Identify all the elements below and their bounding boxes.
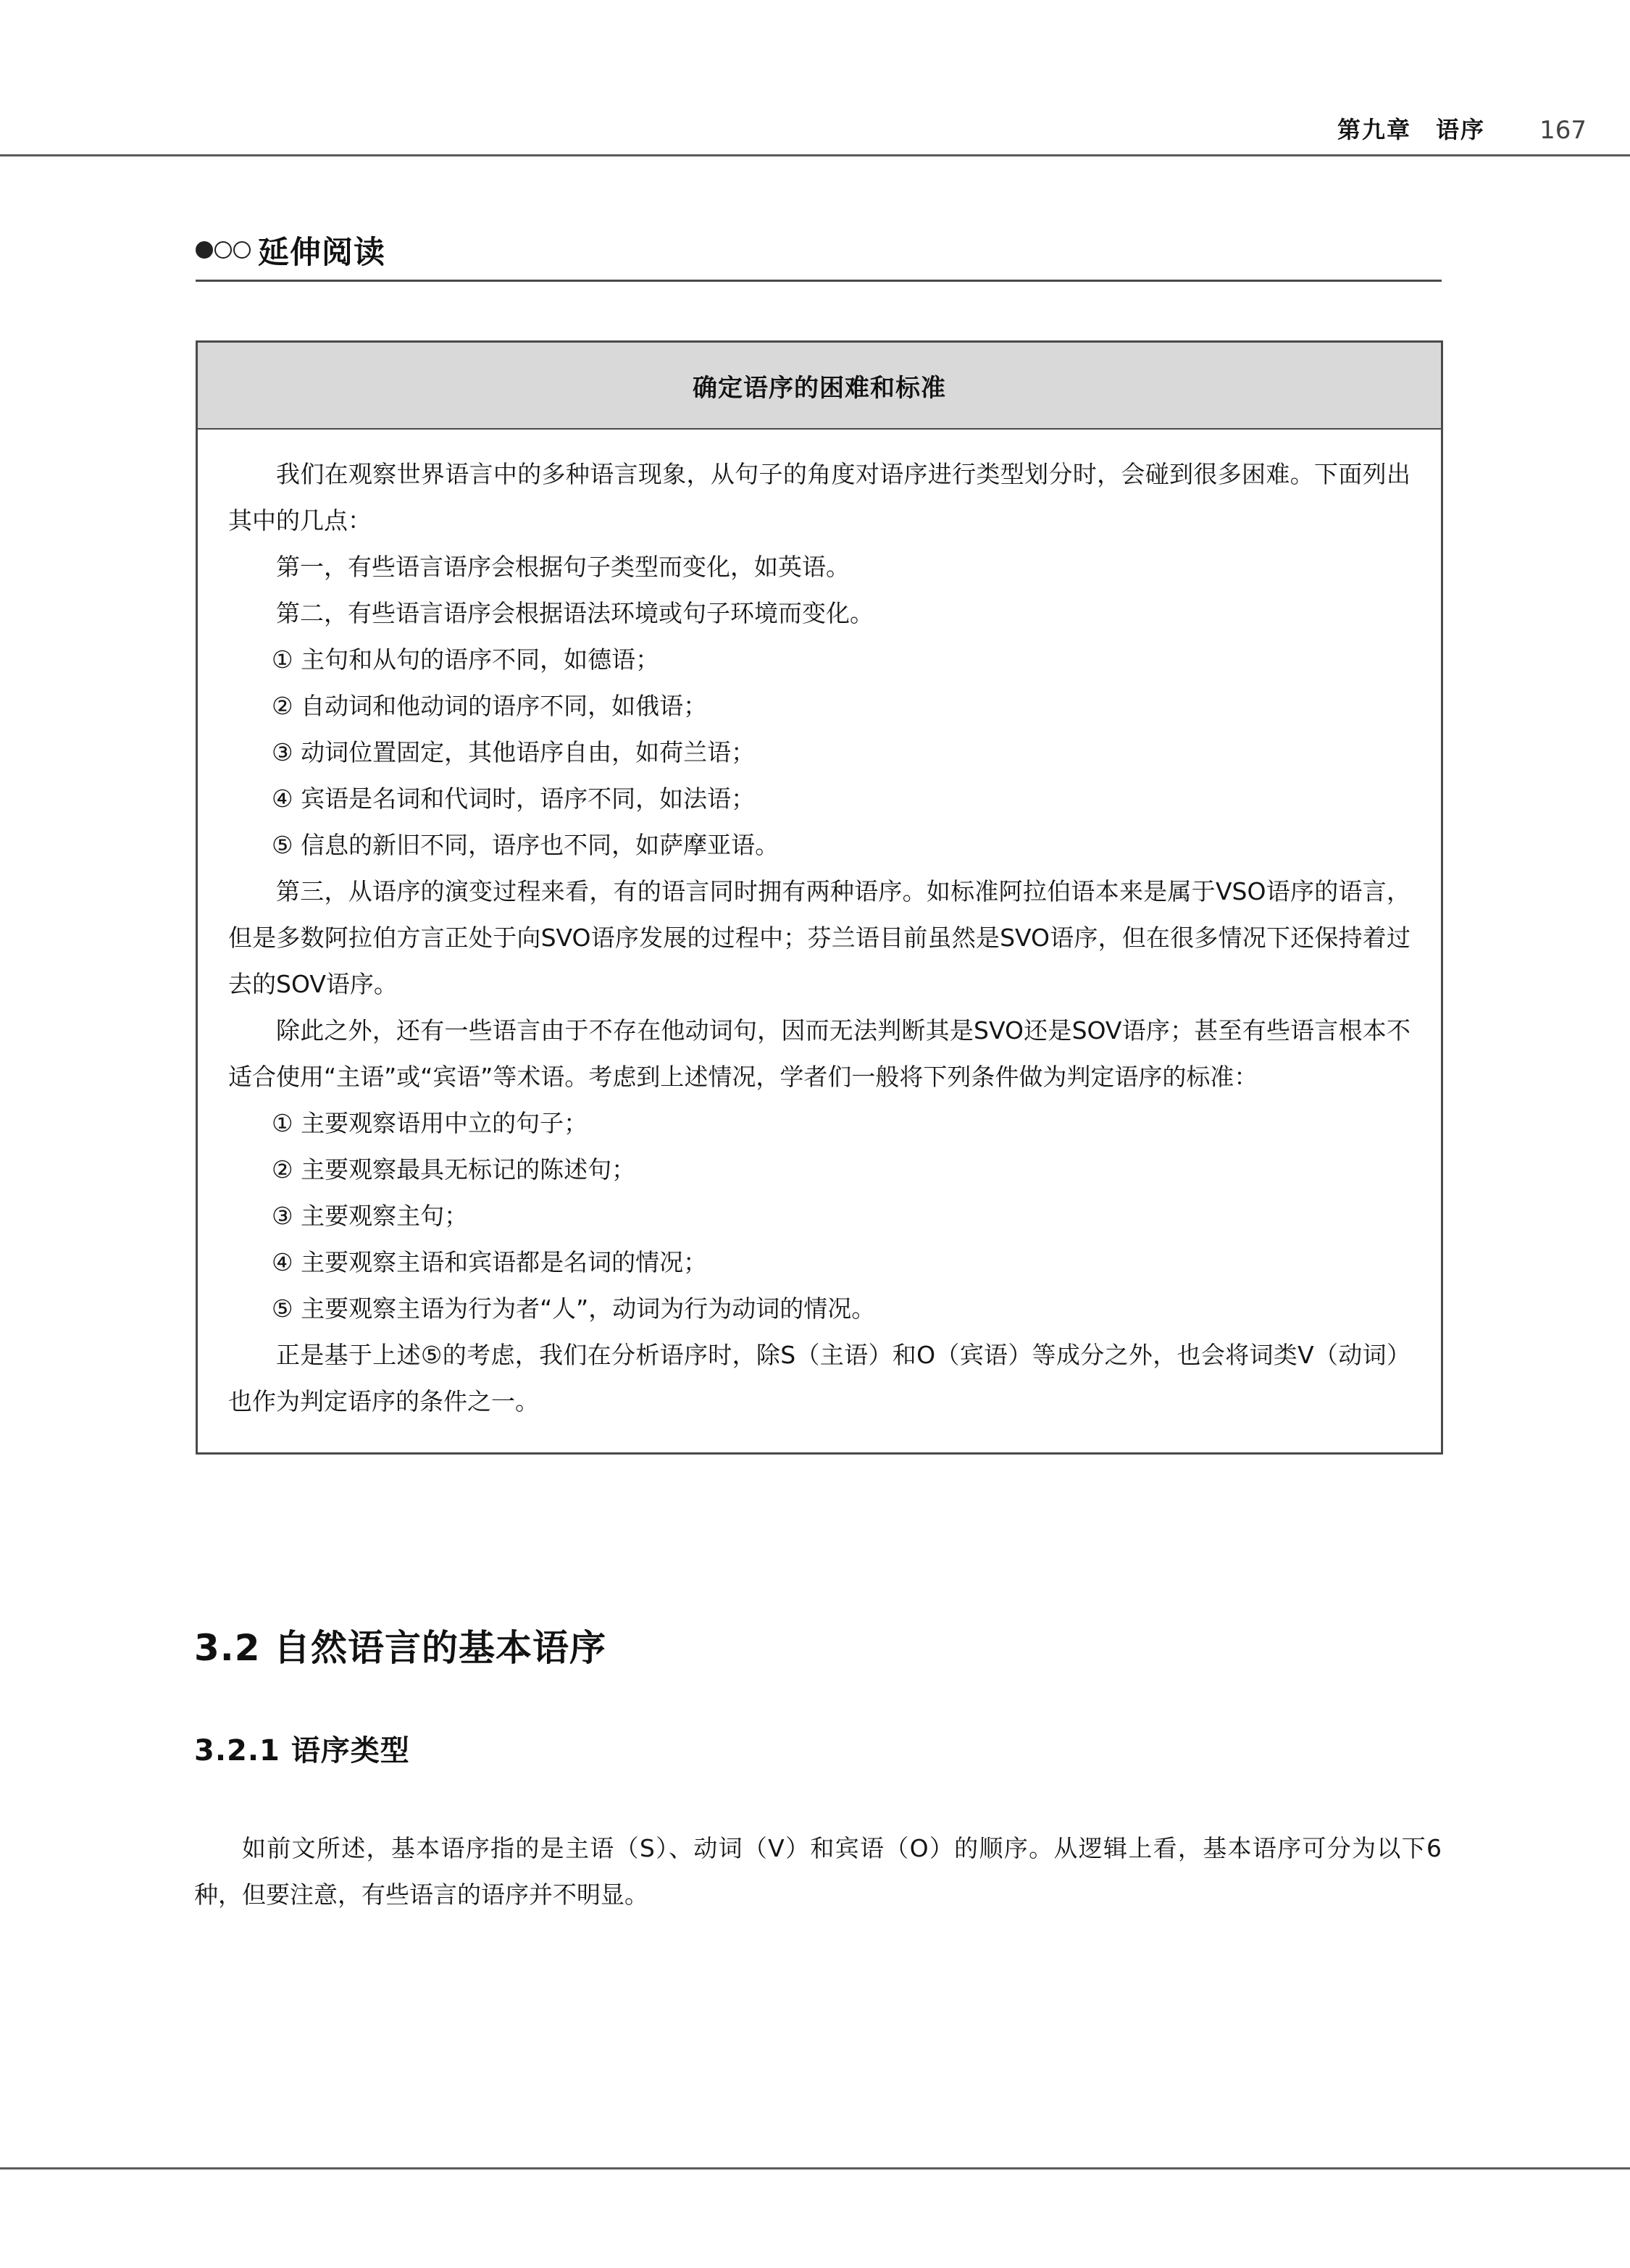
header-divider-right [1485, 154, 1630, 156]
paragraph: 第三，从语序的演变过程来看，有的语言同时拥有两种语序。如标准阿拉伯语本来是属于VSO语序的语言，但是多数阿拉伯方言正处于向SVO语序发展的过程中；芬兰语目前虽然是SVO语序，但在很多情况下还保持着过去的SOV语序。 [228, 877, 1410, 998]
list-item: ② 主要观察最具无标记的陈述句； [272, 1155, 636, 1184]
footer-divider [0, 2167, 1478, 2169]
list-item: ① 主要观察语用中立的句子； [272, 1109, 588, 1137]
paragraph: 除此之外，还有一些语言由于不存在他动词句，因而无法判断其是SVO还是SOV语序；甚至有些语言根本不适合使用“主语”或“宾语”等术语。考虑到上述情况，学者们一般将下列条件做为判定语序的标准： [228, 1016, 1410, 1091]
extra-reading-divider [196, 280, 1442, 282]
list-item: ③ 动词位置固定，其他语序自由，如荷兰语； [272, 738, 756, 766]
list-item: ④ 主要观察主语和宾语都是名词的情况； [272, 1248, 708, 1276]
paragraph: 我们在观察世界语言中的多种语言现象，从句子的角度对语序进行类型划分时，会碰到很多困难。下面列出其中的几点： [228, 460, 1410, 535]
dot-open-icon-1 [214, 241, 232, 259]
footer-divider-right [1478, 2167, 1630, 2169]
paragraph: 正是基于上述⑤的考虑，我们在分析语序时，除S（主语）和O（宾语）等成分之外，也会将词类V（动词）也作为判定语序的条件之一。 [228, 1341, 1410, 1415]
page-number: 167 [1539, 116, 1587, 145]
list-item: ④ 宾语是名词和代词时，语序不同，如法语； [272, 784, 756, 813]
dot-filled-icon [196, 241, 213, 259]
reading-box-header [198, 343, 1441, 430]
extra-reading-title-row [196, 225, 1442, 275]
section-heading-3-2: 3.2 自然语言的基本语序 [194, 1627, 606, 1669]
section-body [194, 1825, 1442, 1918]
header-chapter-title: 第九章 语序 [1337, 116, 1485, 143]
list-item: ⑤ 信息的新旧不同，语序也不同，如萨摩亚语。 [272, 831, 780, 859]
extra-reading-label: 延伸阅读 [258, 234, 385, 271]
extra-reading-header [196, 225, 1442, 282]
dot-open-icon-2 [233, 241, 251, 259]
list-item: ① 主句和从句的语序不同，如德语； [272, 645, 660, 674]
running-head [0, 101, 1630, 145]
list-item: ③ 主要观察主句； [272, 1202, 469, 1230]
section-heading-3-2-1: 3.2.1 语序类型 [194, 1734, 410, 1767]
paragraph: 如前文所述，基本语序指的是主语（S）、动词（V）和宾语（O）的顺序。从逻辑上看，基本语序可分为以下6种，但要注意，有些语言的语序并不明显。 [194, 1834, 1442, 1909]
paragraph: 第二，有些语言语序会根据语法环境或句子环境而变化。 [276, 599, 874, 627]
reading-box-title: 确定语序的困难和标准 [693, 373, 946, 403]
bullet-dots-icon [196, 241, 252, 259]
list-item: ② 自动词和他动词的语序不同，如俄语； [272, 692, 708, 720]
header-divider [0, 154, 1485, 156]
reading-box [196, 340, 1443, 1455]
reading-box-body [198, 430, 1441, 1452]
paragraph: 第一，有些语言语序会根据句子类型而变化，如英语。 [276, 553, 850, 581]
list-item: ⑤ 主要观察主语为行为者“人”，动词为行为动词的情况。 [272, 1294, 876, 1323]
